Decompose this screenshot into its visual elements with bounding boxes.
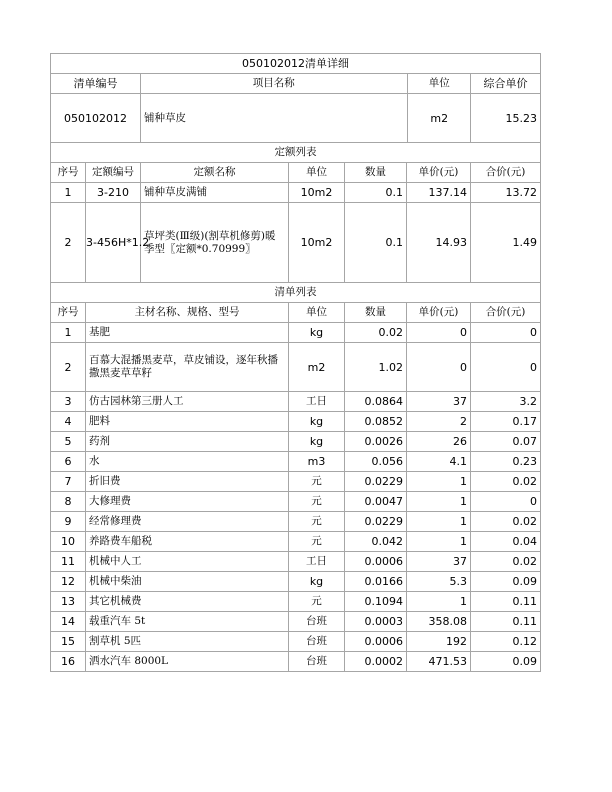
materials-cell: 471.53 [407,652,471,672]
materials-cell: 台班 [289,612,345,632]
materials-column-header: 合价(元) [471,303,541,323]
materials-cell: 0.042 [345,532,407,552]
materials-cell: 1 [407,492,471,512]
quota-cell: 1.49 [471,203,541,283]
quota-column-header: 序号 [51,163,86,183]
materials-cell: 0.17 [471,412,541,432]
materials-cell: 0.11 [471,592,541,612]
materials-row [51,512,541,532]
materials-row [51,592,541,612]
materials-cell: m2 [289,343,345,392]
materials-cell: 机械中柴油 [86,572,289,592]
materials-column-header: 单价(元) [407,303,471,323]
materials-cell: 7 [51,472,86,492]
materials-cell: 折旧费 [86,472,289,492]
item-unit: m2 [430,111,449,125]
materials-cell: 0.02 [471,512,541,532]
materials-row [51,652,541,672]
materials-cell: 载重汽车 5t [86,612,289,632]
materials-cell: kg [289,432,345,452]
materials-cell: 5.3 [407,572,471,592]
quota-row [51,203,541,283]
materials-cell: 2 [51,343,86,392]
table-title: 050102012清单详细 [51,54,541,74]
materials-cell: 0.0229 [345,472,407,492]
materials-cell: 0.0026 [345,432,407,452]
materials-row [51,552,541,572]
materials-cell: 12 [51,572,86,592]
materials-cell: 0.0006 [345,552,407,572]
materials-cell: 0.04 [471,532,541,552]
materials-section-title: 清单列表 [51,283,541,303]
materials-cell: 0.02 [345,323,407,343]
materials-column-header: 序号 [51,303,86,323]
materials-cell: 0.07 [471,432,541,452]
materials-cell: kg [289,572,345,592]
materials-cell: 3.2 [471,392,541,412]
materials-cell: 0.02 [471,552,541,572]
materials-cell: 0 [471,343,541,392]
materials-row [51,432,541,452]
materials-cell: 5 [51,432,86,452]
materials-cell: 0.09 [471,652,541,672]
materials-cell: 1 [407,512,471,532]
quota-column-header: 单价(元) [407,163,471,183]
header-unit: 单位 [428,77,450,89]
materials-row [51,492,541,512]
materials-cell: 0.0003 [345,612,407,632]
materials-cell: 0.12 [471,632,541,652]
materials-cell: 9 [51,512,86,532]
materials-cell: 0.0047 [345,492,407,512]
materials-cell: 358.08 [407,612,471,632]
materials-cell: 0.23 [471,452,541,472]
quota-cell: 0.1 [345,183,407,203]
materials-row [51,392,541,412]
materials-cell: 仿古园林第三册人工 [86,392,289,412]
materials-cell: 元 [289,472,345,492]
item-price: 15.23 [471,94,541,143]
materials-cell: 元 [289,592,345,612]
materials-cell: 37 [407,552,471,572]
materials-cell: 11 [51,552,86,572]
materials-cell: 10 [51,532,86,552]
materials-row [51,452,541,472]
materials-cell: 6 [51,452,86,472]
materials-row [51,412,541,432]
materials-row [51,572,541,592]
materials-cell: 0 [471,492,541,512]
materials-cell: 1 [407,532,471,552]
materials-row [51,323,541,343]
materials-cell: 洒水汽车 8000L [86,652,289,672]
quota-column-header: 单位 [289,163,345,183]
materials-column-header: 主材名称、规格、型号 [86,303,289,323]
materials-cell: 0.11 [471,612,541,632]
materials-cell: 台班 [289,632,345,652]
materials-cell: 1 [407,472,471,492]
header-name: 项目名称 [141,74,407,93]
quota-cell: 1 [51,183,86,203]
materials-column-header: 数量 [345,303,407,323]
materials-cell: 大修理费 [86,492,289,512]
materials-cell: 割草机 5匹 [86,632,289,652]
materials-cell: 元 [289,492,345,512]
quota-section-title: 定额列表 [51,143,541,163]
quota-cell: 137.14 [407,183,471,203]
item-name: 铺种草皮 [141,94,407,142]
materials-cell: 0.056 [345,452,407,472]
materials-cell: 0 [407,343,471,392]
materials-row [51,343,541,392]
materials-cell: 4 [51,412,86,432]
materials-cell: 经常修理费 [86,512,289,532]
item-code: 050102012 [51,94,141,143]
materials-cell: 16 [51,652,86,672]
materials-cell: 0 [407,323,471,343]
quota-column-header: 合价(元) [471,163,541,183]
materials-cell: 192 [407,632,471,652]
quota-cell: 10m2 [289,203,345,283]
quota-column-header: 定额编号 [86,163,141,183]
quota-cell: 13.72 [471,183,541,203]
materials-cell: 基肥 [86,323,289,343]
materials-cell: 其它机械费 [86,592,289,612]
materials-cell: 15 [51,632,86,652]
materials-cell: 0.02 [471,472,541,492]
materials-cell: m3 [289,452,345,472]
quota-column-header: 数量 [345,163,407,183]
materials-cell: kg [289,412,345,432]
materials-cell: 机械中人工 [86,552,289,572]
materials-cell: 26 [407,432,471,452]
quota-cell: 3-210 [86,183,141,203]
materials-cell: 0 [471,323,541,343]
materials-row [51,612,541,632]
materials-cell: 元 [289,512,345,532]
materials-column-header: 单位 [289,303,345,323]
materials-row [51,532,541,552]
quota-cell: 14.93 [407,203,471,283]
materials-cell: 1 [407,592,471,612]
materials-cell: 百慕大混播黑麦草，草皮铺设，逐年秋播撒黑麦草草籽 [86,343,289,392]
materials-cell: 肥料 [86,412,289,432]
detail-table [50,53,541,672]
materials-cell: 台班 [289,652,345,672]
materials-row [51,632,541,652]
materials-cell: 0.0229 [345,512,407,532]
header-price: 综合单价 [471,74,541,94]
materials-cell: 1 [51,323,86,343]
quota-cell: 3-456H*1.2 [86,203,141,283]
materials-cell: 0.0864 [345,392,407,412]
materials-cell: 0.0852 [345,412,407,432]
materials-cell: 0.09 [471,572,541,592]
quota-row [51,183,541,203]
quota-cell: 草坪类(Ⅲ级)(割草机修剪)暖季型〖定额*0.70999〗 [141,203,289,283]
materials-cell: 37 [407,392,471,412]
quota-cell: 0.1 [345,203,407,283]
materials-cell: 13 [51,592,86,612]
materials-cell: 养路费车船税 [86,532,289,552]
materials-cell: 8 [51,492,86,512]
materials-row [51,472,541,492]
materials-cell: 元 [289,532,345,552]
quota-cell: 铺种草皮满铺 [141,183,289,203]
materials-cell: 0.1094 [345,592,407,612]
quota-cell: 2 [51,203,86,283]
materials-cell: 0.0006 [345,632,407,652]
materials-cell: 药剂 [86,432,289,452]
materials-cell: 2 [407,412,471,432]
quota-column-header: 定额名称 [141,163,289,183]
materials-cell: 工日 [289,392,345,412]
quota-cell: 10m2 [289,183,345,203]
materials-cell: 1.02 [345,343,407,392]
materials-cell: 0.0166 [345,572,407,592]
materials-cell: 4.1 [407,452,471,472]
materials-cell: kg [289,323,345,343]
materials-cell: 0.0002 [345,652,407,672]
materials-cell: 工日 [289,552,345,572]
header-code: 清单编号 [51,74,141,94]
materials-cell: 14 [51,612,86,632]
materials-cell: 水 [86,452,289,472]
materials-cell: 3 [51,392,86,412]
